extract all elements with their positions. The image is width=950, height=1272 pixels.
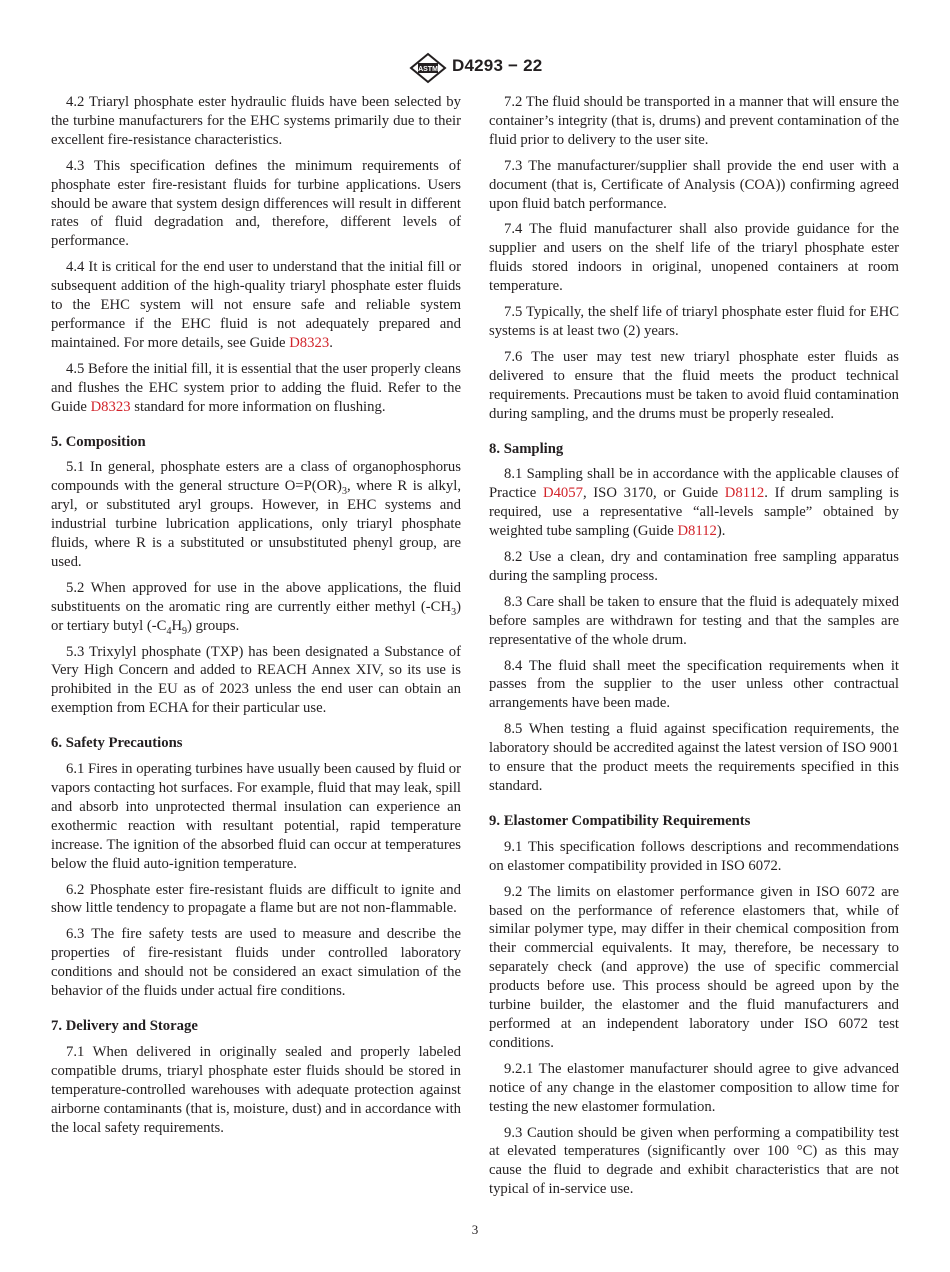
paragraph-6-2: 6.2 Phosphate ester fire-resistant fluids are difficult to ignite and show little tendency to propagate a flame but are not non-flammable. bbox=[51, 881, 461, 917]
section-heading-6: 6. Safety Precautions bbox=[51, 735, 183, 752]
page-number: 3 bbox=[471, 1222, 479, 1237]
svg-text:ASTM: ASTM bbox=[418, 66, 438, 73]
paragraph-7-5: 7.5 Typically, the shelf life of triaryl phosphate ester fluid for EHC systems is at least two (2) years. bbox=[489, 304, 899, 339]
paragraph-8-4: 8.4 The fluid shall meet the specification requirements when it passes from the supplier to the user unless other contractual arrangements have been made. bbox=[489, 657, 899, 712]
paragraph-7-2: 7.2 The fluid should be transported in a manner that will ensure the container’s integrity (that is, drums) and prevent contamination of the fluid prior to delivery to the user site. bbox=[489, 94, 899, 148]
link-d8112[interactable]: D8112 bbox=[724, 485, 765, 502]
link-d8323[interactable]: D8323 bbox=[90, 398, 131, 415]
section-heading-9: 9. Elastomer Compatibility Requirements bbox=[489, 812, 751, 829]
section-heading-8: 8. Sampling bbox=[489, 440, 564, 457]
paragraph-5-2: 5.2 When approved for use in the above applications, the fluid substituents on the aromatic ring are currently either methyl $(-CH_3)$ or tertiary butyl $(-C_4H_9)$ groups. bbox=[51, 579, 461, 637]
paragraph-4-3: 4.3 This specification defines the minimum requirements of phosphate ester fire-resistant fluids for turbine applications. Users should be aware that system design differences will result in different rates of fluid degradation and, therefore, different levels of performance. bbox=[51, 157, 461, 250]
paragraph-8-5: 8.5 When testing a fluid against specification requirements, the laboratory should be accredited against the latest version of ISO 9001 to ensure that the product meets the requirements specified in this standard. bbox=[489, 721, 899, 794]
paragraph-5-1: 5.1 In general, phosphate esters are a class of organophosphorus compounds with the general structure $O=P(OR)_3$, where R is alkyl, aryl, or substituted aryl groups. However, in EHC systems and industrial turbine lubrication applications, only triaryl phosphate fluids, where R is a substituted or unsubstituted phenyl group, are used. bbox=[51, 459, 461, 570]
section-heading-5: 5. Composition bbox=[51, 433, 146, 450]
paragraph-4-4: 4.4 It is critical for the end user to understand that the initial fill or subsequent addition of the high-quality triaryl phosphate ester fluids to the EHC system will not ensure safe and reliable system performance if the EHC fluid is not adequately prepared and maintained. For more details, see Guide D8323. bbox=[51, 259, 461, 351]
paragraph-4-5: 4.5 Before the initial fill, it is essential that the user properly cleans and flushes the EHC system prior to adding the fluid. Refer to the Guide D8323 standard for more information on flushing. bbox=[51, 360, 461, 415]
link-d8112[interactable]: D8112 bbox=[677, 523, 717, 540]
astm-logo-icon bbox=[408, 52, 448, 84]
paragraph-8-1: 8.1 Sampling shall be in accordance with the applicable clauses of Practice D4057, ISO 3170, or Guide D8112. If drum sampling is required, use a representative “all-levels sample” obtained by weighted tube sampling (Guide D8112). bbox=[489, 466, 899, 540]
paragraph-6-1: 6.1 Fires in operating turbines have usually been caused by fluid or vapors contacting hot surfaces. For example, fluid that may leak, spill and absorb into unprotected thermal insulation can experience an exothermic reaction with resultant potential, rapid temperature increase. The ignition of the absorbed fluid can occur at temperatures below the fluid auto-ignition temperature. bbox=[51, 761, 461, 872]
paragraph-4-2: 4.2 Triaryl phosphate ester hydraulic fluids have been selected by the turbine manufacturers for the EHC systems primarily due to their excellent fire-resistance characteristics. bbox=[51, 94, 461, 148]
paragraph-7-6: 7.6 The user may test new triaryl phosphate ester fluids as delivered to ensure that the fluid meets the product technical requirements. Precautions must be taken to avoid fluid contamination during sampling, and the drums must be properly resealed. bbox=[489, 348, 899, 422]
paragraph-6-3: 6.3 The fire safety tests are used to measure and describe the properties of fire-resistant fluids under controlled laboratory conditions and should not be considered an exact simulation of the behavior of the fluids under actual fire conditions. bbox=[51, 926, 461, 1000]
paragraph-9-3: 9.3 Caution should be given when performing a compatibility test at elevated temperatures (significantly over 100 °C) as this may cause the fluid to degrade and exhibit characteristics that are not typical of in-service use. bbox=[489, 1124, 899, 1198]
link-d4057[interactable]: D4057 bbox=[542, 485, 583, 502]
paragraph-8-3: 8.3 Care shall be taken to ensure that the fluid is adequately mixed before samples are withdrawn for testing and that the samples are representative of the whole drum. bbox=[489, 593, 899, 648]
paragraph-9-2-1: 9.2.1 The elastomer manufacturer should agree to give advanced notice of any change in the elastomer composition to allow time for testing the new elastomer formulation. bbox=[489, 1060, 899, 1115]
right-column bbox=[489, 93, 899, 1206]
left-column bbox=[51, 93, 461, 1144]
paragraph-9-2: 9.2 The limits on elastomer performance given in ISO 6072 are based on the performance of reference elastomers that, while of similar polymer type, may differ in their chemical composition from their commercial equivalents. It may, therefore, be necessary to separately check (and approve) the use of specific commercial products before use. This process should be agreed upon by the turbine builder, the elastomer and the fluid manufacturers and performed at an independent laboratory under ISO 6072 test conditions. bbox=[489, 883, 899, 1051]
paragraph-7-1: 7.1 When delivered in originally sealed and properly labeled compatible drums, triaryl phosphate ester fluids should be stored in temperature-controlled warehouses with adequate protection against airborne contaminants (that is, moisture, dust) and in accordance with the local safety requirements. bbox=[51, 1043, 461, 1136]
paragraph-7-3: 7.3 The manufacturer/supplier shall provide the end user with a document (that is, Certificate of Analysis (COA)) confirming agreed upon fluid batch performance. bbox=[489, 157, 899, 212]
paragraph-5-3: 5.3 Trixylyl phosphate (TXP) has been designated a Substance of Very High Concern and added to REACH Annex XIV, so its use is prohibited in the EU as of 2023 unless the end user can obtain an exemption from ECHA for their particular use. bbox=[51, 643, 461, 717]
paragraph-8-2: 8.2 Use a clean, dry and contamination free sampling apparatus during the sampling process. bbox=[489, 549, 899, 584]
document-designation: D4293 − 22 bbox=[452, 56, 543, 75]
page-header bbox=[0, 52, 950, 86]
link-d8323[interactable]: D8323 bbox=[289, 334, 330, 351]
paragraph-9-1: 9.1 This specification follows descriptions and recommendations on elastomer compatibility provided in ISO 6072. bbox=[489, 838, 899, 874]
paragraph-7-4: 7.4 The fluid manufacturer shall also provide guidance for the supplier and users on the shelf life of the triaryl phosphate ester fluids stored indoors in original, unopened containers at room temperature. bbox=[489, 221, 899, 295]
section-heading-7: 7. Delivery and Storage bbox=[51, 1017, 198, 1034]
